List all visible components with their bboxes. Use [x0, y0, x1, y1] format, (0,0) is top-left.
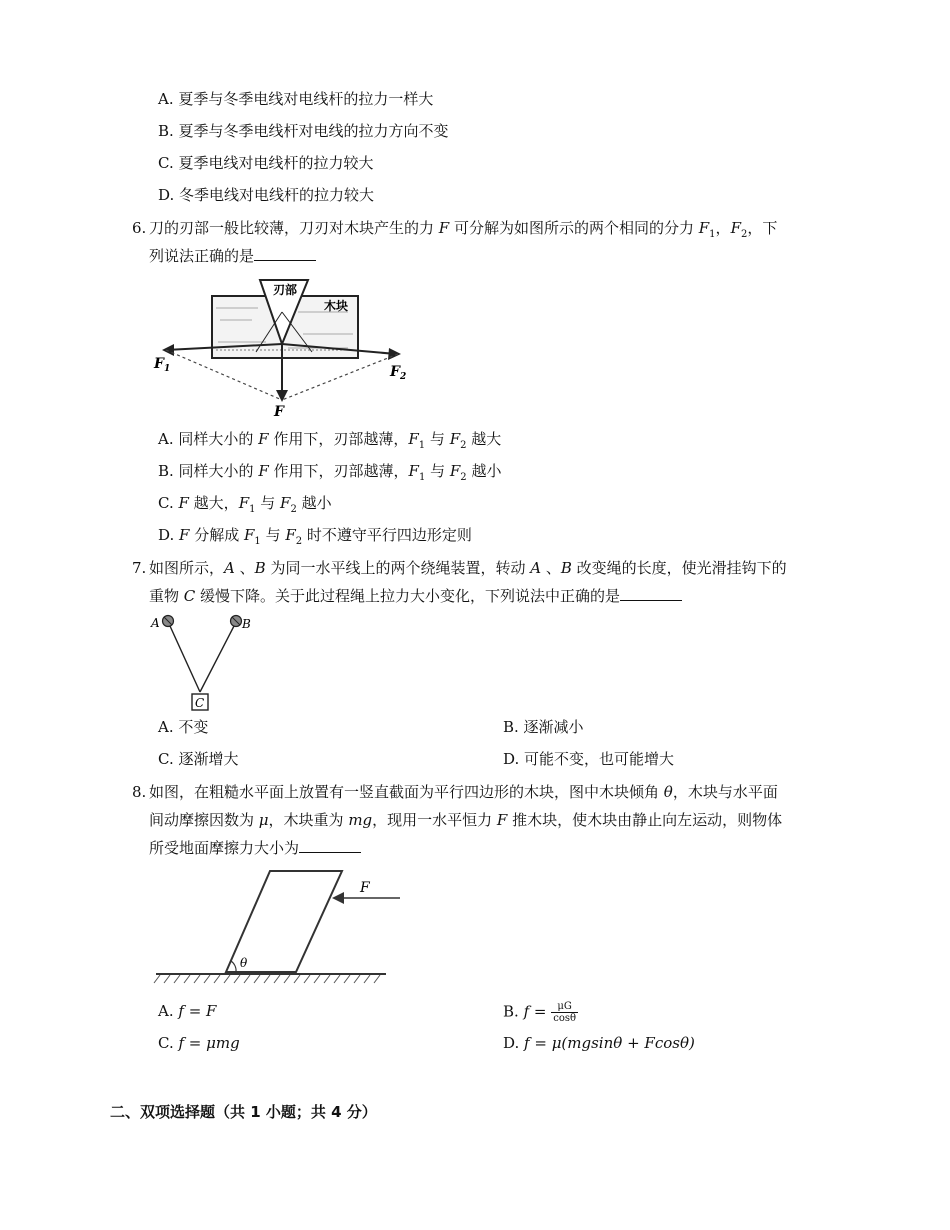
q7-option-d: D. 可能不变，也可能增大: [503, 750, 675, 768]
svg-text:A: A: [151, 616, 160, 630]
q7-option-b: B. 逐渐减小: [503, 718, 584, 736]
q6-stem-line1: 刀的刃部一般比较薄，刀刃对木块产生的力 F 可分解为如图所示的两个相同的分力 $F_1$，$F_2$，下: [149, 219, 778, 240]
svg-text:C: C: [195, 696, 205, 710]
q8-option-b: B. f = $\frac{\mu G}{\cos\theta}$: [503, 1001, 576, 1024]
theta-label: θ: [240, 956, 248, 970]
q8-option-c: C. f = μmg: [158, 1034, 240, 1052]
block-label: 木块: [324, 299, 349, 313]
q5-option-d: D. 冬季电线对电线杆的拉力较大: [158, 186, 375, 204]
q8-stem-line2: 间动摩擦因数为 μ，木块重为 mg，现用一水平恒力 F 推木块，使木块由静止向左运动，则物体: [149, 811, 783, 829]
q8-number: 8.: [132, 783, 147, 801]
q8-option-d: D. f = μ(mgsinθ + Fcosθ): [503, 1034, 695, 1052]
q8-stem-line1: 如图，在粗糙水平面上放置有一竖直截面为平行四边形的木块，图中木块倾角 θ，木块与水平面: [149, 783, 778, 801]
q8-stem-line3: 所受地面摩擦力大小为: [149, 838, 361, 858]
q6-number: 6.: [132, 219, 147, 237]
svg-text:B: B: [242, 617, 251, 631]
answer-blank: [254, 246, 316, 261]
q7-pulley-figure: [148, 610, 258, 714]
q6-option-d: D. F 分解成 $F_1$ 与 $F_2$ 时不遵守平行四边形定则: [158, 526, 472, 547]
answer-blank: [299, 838, 361, 853]
q5-option-c: C. 夏季电线对电线杆的拉力较大: [158, 154, 374, 172]
q8-block-figure: [150, 865, 400, 990]
force-f-label: F: [360, 880, 370, 896]
q5-option-a: A. 夏季与冬季电线对电线杆的拉力一样大: [158, 90, 434, 108]
q7-stem-line1: 如图所示，A 、B 为同一水平线上的两个绕绳装置，转动 A 、B 改变绳的长度，使光滑挂钩下的: [149, 559, 787, 577]
q8-option-a: A. f = F: [158, 1002, 217, 1020]
fraction: $\frac{\mu G}{\cos\theta}$: [553, 1001, 576, 1024]
f-label: F: [274, 404, 284, 420]
q5-option-b: B. 夏季与冬季电线杆对电线的拉力方向不变: [158, 122, 449, 140]
section-heading: 二、双项选择题（共 1 小题；共 4 分）: [110, 1103, 377, 1121]
q6-option-c: C. F 越大，$F_1$ 与 $F_2$ 越小: [158, 494, 332, 515]
q7-option-c: C. 逐渐增大: [158, 750, 239, 768]
q6-option-b: B. 同样大小的 F 作用下，刃部越薄，$F_1$ 与 $F_2$ 越小: [158, 462, 502, 483]
q7-number: 7.: [132, 559, 147, 577]
f2-label: $F_2$: [390, 364, 407, 382]
q6-option-a: A. 同样大小的 F 作用下，刃部越薄，$F_1$ 与 $F_2$ 越大: [158, 430, 502, 451]
f1-label: $F_1$: [154, 356, 171, 374]
blade-label: 刃部: [273, 283, 298, 297]
q6-blade-figure: [148, 272, 418, 422]
q7-option-a: A. 不变: [158, 718, 209, 736]
q6-stem-line2: 列说法正确的是: [149, 246, 316, 266]
answer-blank: [620, 586, 682, 601]
q7-stem-line2: 重物 C 缓慢下降。关于此过程绳上拉力大小变化，下列说法中正确的是: [149, 586, 682, 606]
